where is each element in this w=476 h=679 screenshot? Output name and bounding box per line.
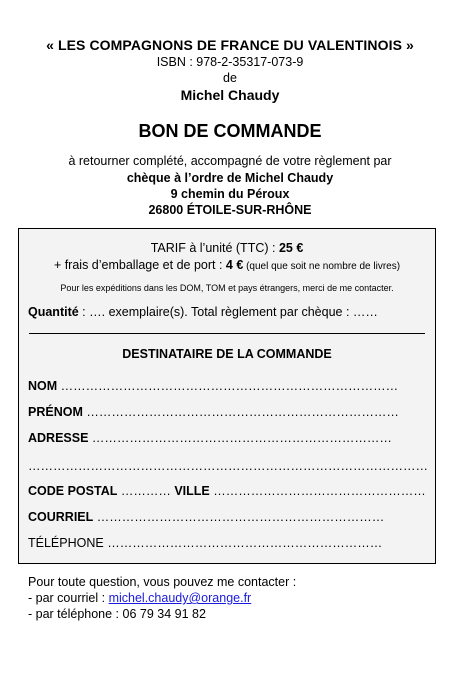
adresse-line2-field[interactable] xyxy=(28,459,428,473)
courriel-dots: …………………………………………………………… xyxy=(93,510,385,524)
frais-line xyxy=(19,258,435,272)
expedition-note: Pour les expéditions dans les DOM, TOM et pays étrangers, merci de me contacter. xyxy=(60,283,394,293)
phone-number: 06 79 34 91 82 xyxy=(122,607,206,621)
order-heading: BON DE COMMANDE xyxy=(138,121,322,141)
prenom-label: PRÉNOM xyxy=(28,405,83,419)
nom-label: NOM xyxy=(28,379,58,393)
ville-label: VILLE xyxy=(174,484,210,498)
prenom-field[interactable] xyxy=(28,405,399,419)
email-label: - par courriel : xyxy=(28,591,109,605)
frais-note: (quel que soit ne nombre de livres) xyxy=(243,261,401,272)
courriel-label: COURRIEL xyxy=(28,510,94,524)
adresse-field[interactable] xyxy=(28,431,392,445)
quantity-line[interactable] xyxy=(28,305,378,319)
phone-label: - par téléphone : xyxy=(28,607,123,621)
by-label: de xyxy=(223,71,237,85)
adresse-dots: ……………………………………………………………… xyxy=(88,431,392,445)
destinataire-heading: DESTINATAIRE DE LA COMMANDE xyxy=(122,347,332,361)
contact-email-line xyxy=(28,591,251,605)
isbn: ISBN : 978-2-35317-073-9 xyxy=(156,55,304,69)
contact-phone-line xyxy=(28,607,206,621)
email-link[interactable]: michel.chaudy@orange.fr xyxy=(108,591,252,605)
tarif-value: 25 € xyxy=(278,241,304,255)
frais-label: + frais d’emballage et de port : xyxy=(53,258,226,272)
order-instructions: à retourner complété, accompagné de votre règlement par xyxy=(68,154,392,168)
code-postal-ville-field[interactable] xyxy=(28,484,426,498)
nom-dots: ……………………………………………………………………… xyxy=(57,379,399,393)
author-name: Michel Chaudy xyxy=(180,87,280,103)
address-city: 26800 ÉTOILE-SUR-RHÔNE xyxy=(148,203,312,217)
frais-value: 4 € xyxy=(225,258,244,272)
adresse-line2-dots: …………………………………………………………………………………… xyxy=(28,459,428,473)
telephone-dots: ………………………………………………………… xyxy=(103,536,383,550)
telephone-label: TÉLÉPHONE xyxy=(28,536,104,550)
quantity-text: : …. exemplaire(s). Total règlement par chèque : …… xyxy=(78,305,378,319)
cp-label: CODE POSTAL xyxy=(28,484,118,498)
tarif-line xyxy=(19,241,435,255)
courriel-field[interactable] xyxy=(28,510,384,524)
telephone-field[interactable] xyxy=(28,536,382,550)
nom-field[interactable] xyxy=(28,379,398,393)
quantity-label: Quantité xyxy=(28,305,79,319)
address-street: 9 chemin du Péroux xyxy=(170,187,290,201)
tarif-label: TARIF à l’unité (TTC) : xyxy=(150,241,279,255)
contact-intro: Pour toute question, vous pouvez me contacter : xyxy=(28,575,297,589)
cp-dots: ………… xyxy=(117,484,175,498)
order-form-box xyxy=(18,228,436,564)
cheque-payee: chèque à l’ordre de Michel Chaudy xyxy=(126,171,334,185)
divider xyxy=(29,333,425,334)
adresse-label: ADRESSE xyxy=(28,431,89,445)
prenom-dots: ………………………………………………………………… xyxy=(82,405,399,419)
book-title: « LES COMPAGNONS DE FRANCE DU VALENTINOIS » xyxy=(46,37,414,53)
ville-dots: …………………………………………… xyxy=(209,484,426,498)
